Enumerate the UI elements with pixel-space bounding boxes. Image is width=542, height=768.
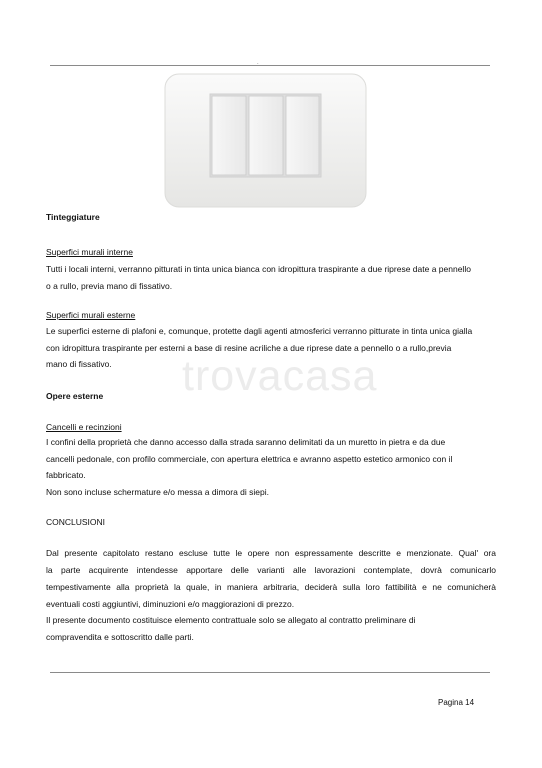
paragraph-line: Non sono incluse schermature e/o messa a dimora di siepi. xyxy=(46,487,269,497)
heading-tinteggiature: Tinteggiature xyxy=(46,212,100,222)
paragraph-line: mano di fissativo. xyxy=(46,359,112,369)
top-rule xyxy=(50,65,490,66)
paragraph-line: cancelli pedonale, con profilo commerciale, con apertura elettrica e avranno aspetto estetico armonico con il xyxy=(46,454,453,464)
page-number: Pagina 14 xyxy=(438,698,475,707)
paragraph-line: Tutti i locali interni, verranno pitturati in tinta unica bianca con idropittura traspirante a due riprese date a pennello xyxy=(46,264,471,274)
bottom-rule xyxy=(50,672,490,673)
paragraph-line: o a rullo, previa mano di fissativo. xyxy=(46,281,173,291)
paragraph-line: la parte acquirente intendesse apportare delle varianti alle lavorazioni contemplate, dovrà comunicarlo xyxy=(46,565,496,575)
header-mark: . xyxy=(257,60,259,66)
switch-plate-image xyxy=(163,72,368,209)
paragraph-line: fabbricato. xyxy=(46,470,86,480)
subheading-cancelli: Cancelli e recinzioni xyxy=(46,422,122,432)
subheading-superfici-esterne: Superfici murali esterne xyxy=(46,310,136,320)
paragraph-line: tempestivamente alla proprietà la quale, in maniera arbitraria, deciderà sulla loro fattibilità e ne comunicherà xyxy=(46,582,496,592)
heading-opere-esterne: Opere esterne xyxy=(46,391,104,401)
heading-conclusioni: CONCLUSIONI xyxy=(46,517,106,527)
watermark: trovacasa xyxy=(182,352,378,400)
subheading-superfici-interne: Superfici murali interne xyxy=(46,247,133,257)
paragraph-line: Il presente documento costituisce elemento contrattuale solo se allegato al contratto preliminare di xyxy=(46,615,416,625)
paragraph-line: eventuali costi aggiuntivi, diminuzioni e/o maggiorazioni di prezzo. xyxy=(46,599,295,609)
paragraph-line: Dal presente capitolato restano escluse tutte le opere non espressamente descritte e menzionate. Qual' ora xyxy=(46,548,496,558)
paragraph-line: con idropittura traspirante per esterni a base di resine acriliche a due riprese date a pennello o a rullo,previa xyxy=(46,343,452,353)
switch-plate-graphic xyxy=(163,72,368,209)
paragraph-line: Le superfici esterne di plafoni e, comunque, protette dagli agenti atmosferici verranno pitturate in tinta unica gialla xyxy=(46,326,473,336)
paragraph-line: compravendita e sottoscritto dalle parti. xyxy=(46,632,194,642)
paragraph-line: I confini della proprietà che danno accesso dalla strada saranno delimitati da un muretto in pietra e da due xyxy=(46,437,446,447)
